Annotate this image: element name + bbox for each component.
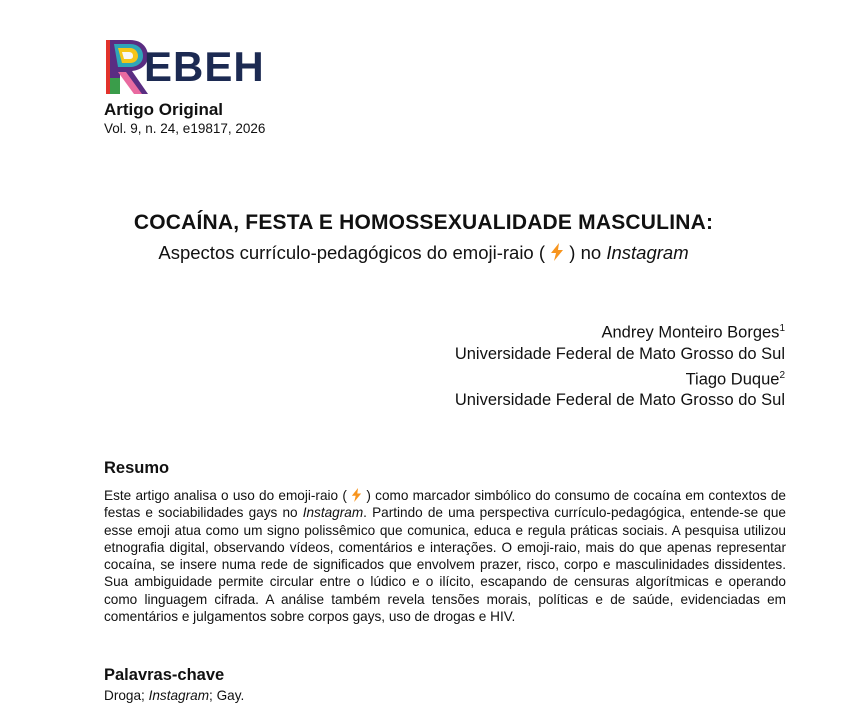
subtitle-text-before: Aspectos currículo-pedagógicos do emoji-raio ( <box>158 242 551 263</box>
article-type: Artigo Original <box>104 100 223 119</box>
author-affiliation: Universidade Federal de Mato Grosso do Sul <box>454 344 785 363</box>
abstract-heading: Resumo <box>104 459 170 477</box>
keywords-text: Droga; Instagram; Gay. <box>104 688 245 703</box>
author-block <box>455 318 785 411</box>
high-voltage-emoji-icon <box>550 243 564 261</box>
keywords-heading: Palavras-chave <box>104 666 225 684</box>
logo-text: EBEH <box>144 43 265 90</box>
subtitle-text-after: ) no <box>564 242 607 263</box>
high-voltage-emoji-icon <box>351 488 362 502</box>
paper-title: COCAÍNA, FESTA E HOMOSSEXUALIDADE MASCULINA: <box>133 211 714 234</box>
journal-logo <box>104 38 279 96</box>
volume-line: Vol. 9, n. 24, e19817, 2026 <box>104 121 266 136</box>
author-name: Tiago Duque$^2$ <box>685 369 785 388</box>
abstract-text: Este artigo analisa o uso do emoji-raio ( ) como marcador simbólico do consumo de cocaína em contextos de festas e sociabilidades gays no Instagram. Partindo de uma perspectiva currículo-pedagógica, entende-se que esse emoji atua como um signo polissêmico que comunica, educa e regula práticas sociais. A pesquisa utilizou etnografia digital, observando vídeos, comentários e interações. O emoji-raio, mais do que apenas representar cocaína, se insere numa rede de significados que envolvem prazer, risco, corpo e masculinidades dissidentes. Sua ambiguidade permite circular entre o lúdico e o ilícito, escapando de censuras algorítmicas e operando como linguagem cifrada. A análise também revela tensões morais, políticas e de saúde, evidenciadas em comentários e julgamentos sobre corpos gays, uso de drogas e HIV. <box>104 488 786 625</box>
author-affiliation: Universidade Federal de Mato Grosso do Sul <box>454 391 785 409</box>
paper-subtitle <box>0 242 847 264</box>
subtitle-italic: Instagram <box>606 242 689 263</box>
author-name: Andrey Monteiro Borges$^1$ <box>601 323 785 342</box>
